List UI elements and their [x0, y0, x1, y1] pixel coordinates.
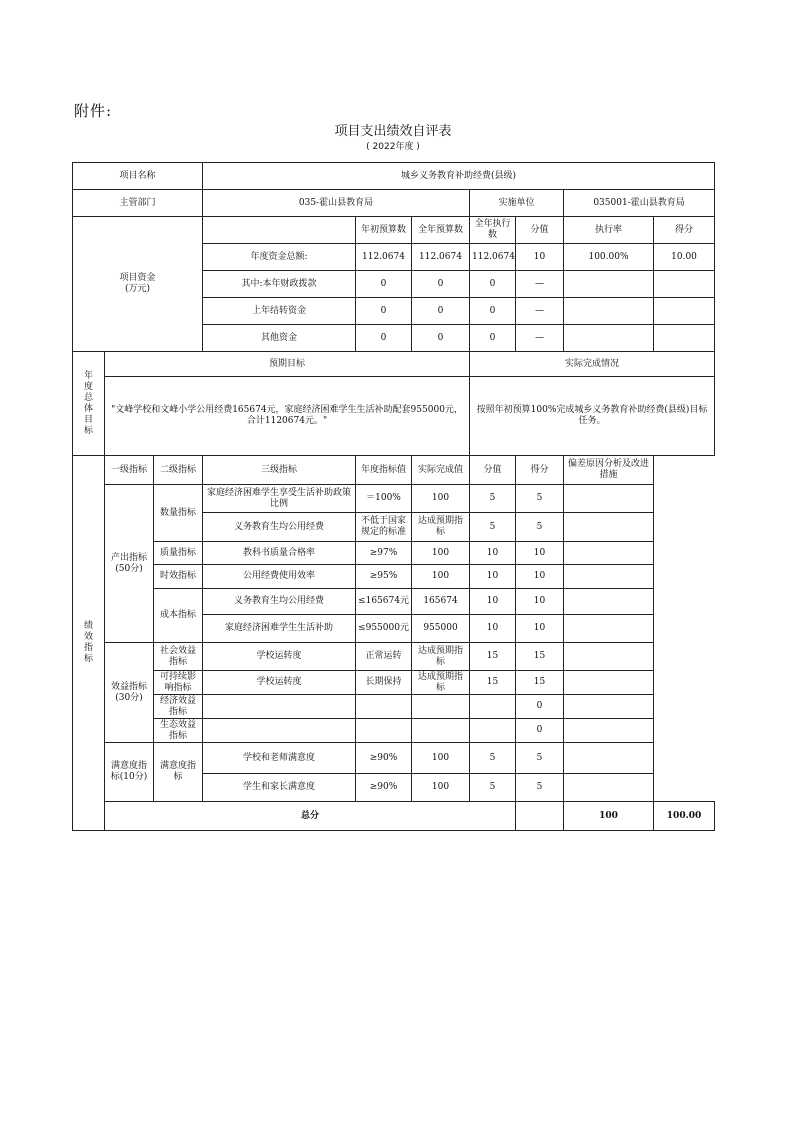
- funds-cell: 0: [412, 298, 470, 325]
- indicator-target: ≥95%: [356, 565, 412, 589]
- expected-goal-label: 预期目标: [105, 352, 470, 377]
- indicator-target: ≥90%: [356, 774, 412, 802]
- indicator-name: 公用经费使用效率: [203, 565, 356, 589]
- indicator-remark: [564, 589, 654, 615]
- funds-cell: [654, 325, 715, 352]
- indicator-remark: [564, 513, 654, 542]
- funds-header: 得分: [654, 217, 715, 244]
- perf-row: [73, 719, 715, 743]
- funds-cell: [654, 271, 715, 298]
- funds-label: 项目资金 (万元): [73, 217, 203, 352]
- indicator-got: 10: [516, 542, 564, 565]
- funds-cell: 0: [470, 298, 516, 325]
- indicator-target: ≥97%: [356, 542, 412, 565]
- indicator-remark: [564, 719, 654, 743]
- expected-goal-text: "文峰学校和文峰小学公用经费165674元，家庭经济困难学生生活补助配套955000元，合计1120674元。": [105, 377, 470, 456]
- total-score: 100: [564, 802, 654, 831]
- indicator-remark: [564, 485, 654, 513]
- indicator-got: 0: [516, 719, 564, 743]
- indicator-score: 10: [470, 615, 516, 643]
- indicator-score: 15: [470, 643, 516, 671]
- funds-cell: 112.0674: [356, 244, 412, 271]
- indicator-got: 10: [516, 565, 564, 589]
- funds-cell: —: [516, 298, 564, 325]
- indicator-name: 教科书质量合格率: [203, 542, 356, 565]
- funds-cell: 0: [470, 325, 516, 352]
- social-indicator-label: 社会效益 指标: [154, 643, 203, 671]
- indicator-got: 5: [516, 485, 564, 513]
- funds-cell: 0: [356, 298, 412, 325]
- funds-header: 执行率: [564, 217, 654, 244]
- effect-indicator-label: 效益指标 (30分): [105, 643, 154, 743]
- indicator-got: 10: [516, 615, 564, 643]
- form-title: 项目支出绩效自评表: [334, 124, 452, 139]
- dept-value: 035-霍山县教育局: [203, 190, 470, 217]
- perf-row: [73, 542, 715, 565]
- total-row: [73, 802, 715, 831]
- funds-cell: [564, 298, 654, 325]
- indicator-remark: [564, 774, 654, 802]
- perf-header: 实际完成值: [412, 456, 470, 485]
- indicator-score: 5: [470, 743, 516, 774]
- funds-cell: [564, 271, 654, 298]
- funds-cell: —: [516, 325, 564, 352]
- indicator-score: 10: [470, 565, 516, 589]
- indicator-score: 5: [470, 774, 516, 802]
- indicator-got: 5: [516, 774, 564, 802]
- indicator-remark: [564, 542, 654, 565]
- indicator-got: 5: [516, 513, 564, 542]
- indicator-name: 家庭经济困难学生享受生活补助政策比例: [203, 485, 356, 513]
- perf-header: 得分: [516, 456, 564, 485]
- total-blank: [516, 802, 564, 831]
- indicator-remark: [564, 671, 654, 695]
- indicator-target: [356, 719, 412, 743]
- indicator-score: 15: [470, 671, 516, 695]
- indicator-remark: [564, 615, 654, 643]
- indicator-got: 5: [516, 743, 564, 774]
- indicator-got: 15: [516, 671, 564, 695]
- perf-row: [73, 643, 715, 671]
- indicator-score: [470, 695, 516, 719]
- impl-label: 实施单位: [470, 190, 564, 217]
- goals-header-row: [73, 352, 715, 377]
- output-indicator-label: 产出指标 (50分): [105, 485, 154, 643]
- indicator-got: 15: [516, 643, 564, 671]
- perf-row: [73, 565, 715, 589]
- funds-row-label: 其他资金: [203, 325, 356, 352]
- funds-cell: —: [516, 271, 564, 298]
- indicator-actual: 达成预期指 标: [412, 513, 470, 542]
- perf-header: 分值: [470, 456, 516, 485]
- perf-header: 三级指标: [203, 456, 356, 485]
- performance-table: [72, 162, 715, 831]
- indicator-actual: 100: [412, 485, 470, 513]
- perf-header: 二级指标: [154, 456, 203, 485]
- perf-header-row: [73, 456, 715, 485]
- indicator-actual: 100: [412, 743, 470, 774]
- indicator-name: 学校和老师满意度: [203, 743, 356, 774]
- indicator-score: 5: [470, 513, 516, 542]
- indicator-actual: [412, 719, 470, 743]
- indicator-got: 10: [516, 589, 564, 615]
- satisfaction-indicator-label: 满意度指 标(10分): [105, 743, 154, 802]
- indicator-actual: 达成预期指 标: [412, 671, 470, 695]
- project-name-row: [73, 163, 715, 190]
- indicator-remark: [564, 695, 654, 719]
- indicator-got: 0: [516, 695, 564, 719]
- indicator-actual: [412, 695, 470, 719]
- funds-cell: 112.0674: [412, 244, 470, 271]
- indicator-target: 不低于国家 规定的标准: [356, 513, 412, 542]
- funds-header-blank: [203, 217, 356, 244]
- sustain-indicator-label: 可持续影 响指标: [154, 671, 203, 695]
- perf-header: 一级指标: [105, 456, 154, 485]
- indicator-target: 长期保持: [356, 671, 412, 695]
- perf-label: 绩 效 指 标: [73, 456, 105, 831]
- funds-row-label: 上年结转资金: [203, 298, 356, 325]
- funds-cell: 100.00%: [564, 244, 654, 271]
- quantity-indicator-label: 数量指标: [154, 485, 203, 542]
- indicator-actual: 100: [412, 542, 470, 565]
- funds-cell: 0: [356, 271, 412, 298]
- funds-header-row: [73, 217, 715, 244]
- funds-header: 年初预算数: [356, 217, 412, 244]
- economic-indicator-label: 经济效益 指标: [154, 695, 203, 719]
- time-indicator-label: 时效指标: [154, 565, 203, 589]
- indicator-score: 10: [470, 589, 516, 615]
- indicator-actual: 达成预期指 标: [412, 643, 470, 671]
- goals-label: 年 度 总 体 目 标: [73, 352, 105, 456]
- indicator-name: 家庭经济困难学生生活补助: [203, 615, 356, 643]
- indicator-actual: 165674: [412, 589, 470, 615]
- indicator-target: ≤165674元: [356, 589, 412, 615]
- actual-result-label: 实际完成情况: [470, 352, 715, 377]
- ecology-indicator-label: 生态效益 指标: [154, 719, 203, 743]
- dept-label: 主管部门: [73, 190, 203, 217]
- indicator-target: [356, 695, 412, 719]
- total-got: 100.00: [654, 802, 715, 831]
- indicator-name: 学校运转度: [203, 643, 356, 671]
- indicator-score: 5: [470, 485, 516, 513]
- perf-row: [73, 671, 715, 695]
- indicator-target: ＝100%: [356, 485, 412, 513]
- perf-row: [73, 485, 715, 513]
- funds-header: 分值: [516, 217, 564, 244]
- attachment-label: 附件:: [74, 102, 113, 120]
- funds-cell: 0: [412, 325, 470, 352]
- indicator-remark: [564, 743, 654, 774]
- indicator-name: 义务教育生均公用经费: [203, 589, 356, 615]
- indicator-name: 学校运转度: [203, 671, 356, 695]
- perf-row: [73, 743, 715, 774]
- indicator-score: 10: [470, 542, 516, 565]
- perf-row: [73, 695, 715, 719]
- indicator-target: ≤955000元: [356, 615, 412, 643]
- funds-cell: [564, 325, 654, 352]
- funds-cell: 0: [412, 271, 470, 298]
- indicator-target: 正常运转: [356, 643, 412, 671]
- indicator-name: [203, 695, 356, 719]
- indicator-actual: 100: [412, 774, 470, 802]
- impl-value: 035001-霍山县教育局: [564, 190, 715, 217]
- indicator-name: 学生和家长满意度: [203, 774, 356, 802]
- indicator-remark: [564, 643, 654, 671]
- indicator-name: 义务教育生均公用经费: [203, 513, 356, 542]
- funds-cell: [654, 298, 715, 325]
- funds-row-label: 其中:本年财政拨款: [203, 271, 356, 298]
- indicator-actual: 100: [412, 565, 470, 589]
- cost-indicator-label: 成本指标: [154, 589, 203, 643]
- quality-indicator-label: 质量指标: [154, 542, 203, 565]
- funds-header: 全年执行数: [470, 217, 516, 244]
- perf-header: 年度指标值: [356, 456, 412, 485]
- perf-row: [73, 589, 715, 615]
- funds-cell: 10.00: [654, 244, 715, 271]
- department-row: [73, 190, 715, 217]
- perf-header: 偏差原因分析及改进措施: [564, 456, 654, 485]
- project-name-label: 项目名称: [73, 163, 203, 190]
- funds-cell: 0: [356, 325, 412, 352]
- satisfy-sub-indicator-label: 满意度指 标: [154, 743, 203, 802]
- funds-cell: 112.0674: [470, 244, 516, 271]
- project-name: 城乡义务教育补助经费(县级): [203, 163, 715, 190]
- indicator-remark: [564, 565, 654, 589]
- indicator-score: [470, 719, 516, 743]
- indicator-actual: 955000: [412, 615, 470, 643]
- actual-result-text: 按照年初预算100%完成城乡义务教育补助经费(县级)目标任务。: [470, 377, 715, 456]
- funds-row-label: 年度资金总额:: [203, 244, 356, 271]
- indicator-name: [203, 719, 356, 743]
- total-label: 总分: [105, 802, 516, 831]
- funds-cell: 10: [516, 244, 564, 271]
- indicator-target: ≥90%: [356, 743, 412, 774]
- funds-cell: 0: [470, 271, 516, 298]
- goals-content-row: [73, 377, 715, 456]
- form-year: ( 2022年度 ): [366, 142, 420, 152]
- funds-header: 全年预算数: [412, 217, 470, 244]
